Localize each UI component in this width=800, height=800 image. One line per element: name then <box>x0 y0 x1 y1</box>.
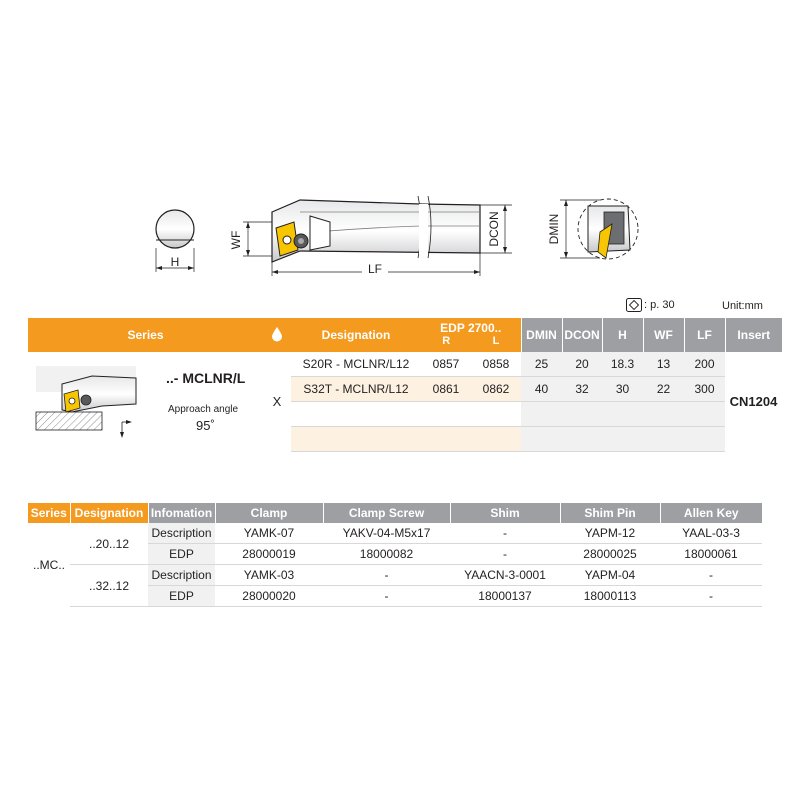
parts-hdr-shim: Shim <box>450 503 560 523</box>
hdr-edp-r: R <box>442 335 451 347</box>
parts-cell: - <box>323 565 450 586</box>
hdr-edp-l: L <box>492 335 500 347</box>
row1-lf: 200 <box>684 352 725 377</box>
dim-wf-label: WF <box>229 230 243 250</box>
tool-spec-header <box>28 318 782 352</box>
row2-edp-r: 0861 <box>421 377 471 402</box>
dim-dcon-label: DCON <box>487 211 501 247</box>
parts-cell: 18000113 <box>560 586 660 607</box>
row2-dmin: 40 <box>521 377 562 402</box>
parts-cell: YAACN-3-0001 <box>450 565 560 586</box>
series-cell <box>28 352 263 452</box>
dmin-view <box>547 199 638 259</box>
row1-dmin: 25 <box>521 352 562 377</box>
parts-info: EDP <box>148 586 215 607</box>
row2-edp-l: 0862 <box>471 377 521 402</box>
parts-hdr-clamp: Clamp <box>215 503 323 523</box>
hdr-h: H <box>602 318 643 352</box>
parts-cell: - <box>450 523 560 544</box>
coolant-drop-icon <box>271 326 283 342</box>
hdr-dcon: DCON <box>562 318 602 352</box>
row2-wf: 22 <box>643 377 684 402</box>
parts-cell: 18000061 <box>660 544 762 565</box>
insert-shape-icon <box>626 298 642 312</box>
hdr-edp-label: EDP 2700.. <box>440 321 502 335</box>
parts-series: ..MC.. <box>33 557 65 572</box>
row1-edp-l: 0858 <box>471 352 521 377</box>
parts-hdr-series: Series <box>28 503 70 523</box>
page-note: : p. 30 <box>644 299 675 311</box>
parts-cell: YAPM-12 <box>560 523 660 544</box>
parts-hdr-clamp-screw: Clamp Screw <box>323 503 450 523</box>
hdr-lf: LF <box>684 318 725 352</box>
row2-h: 30 <box>602 377 643 402</box>
row2-designation: S32T - MCLNR/L12 <box>291 377 421 402</box>
table-row <box>28 565 762 586</box>
parts-cell: 18000082 <box>323 544 450 565</box>
parts-cell: - <box>450 544 560 565</box>
end-view <box>156 210 194 272</box>
parts-cell: 28000020 <box>215 586 323 607</box>
table-row <box>28 352 782 377</box>
parts-hdr-shim-pin: Shim Pin <box>560 503 660 523</box>
parts-info: Description <box>148 523 215 544</box>
parts-cell: 28000025 <box>560 544 660 565</box>
row2-lf: 300 <box>684 377 725 402</box>
insert-page-ref <box>626 298 675 312</box>
parts-table <box>28 503 762 607</box>
hdr-designation: Designation <box>291 318 421 352</box>
parts-cell: - <box>660 565 762 586</box>
side-view <box>229 196 512 276</box>
hdr-coolant <box>263 318 291 352</box>
dim-dmin-label: DMIN <box>547 213 561 245</box>
parts-cell: YAMK-03 <box>215 565 323 586</box>
row1-dcon: 20 <box>562 352 602 377</box>
parts-designation-2: ..32..12 <box>70 565 148 607</box>
dim-lf-label: LF <box>367 262 383 276</box>
row2-dcon: 32 <box>562 377 602 402</box>
approach-angle-value: 95˚ <box>196 418 215 433</box>
parts-info: Description <box>148 565 215 586</box>
parts-cell: 18000137 <box>450 586 560 607</box>
parts-hdr-designation: Designation <box>70 503 148 523</box>
insert-value: CN1204 <box>725 352 782 452</box>
parts-designation-1: ..20..12 <box>70 523 148 565</box>
tool-spec-table <box>28 318 782 452</box>
unit-note: Unit:mm <box>722 300 763 312</box>
hdr-edp <box>421 318 521 352</box>
hdr-wf: WF <box>643 318 684 352</box>
hdr-series: Series <box>28 318 263 352</box>
parts-cell: YAAL-03-3 <box>660 523 762 544</box>
row1-wf: 13 <box>643 352 684 377</box>
parts-hdr-information: Infomation <box>148 503 215 523</box>
row1-designation: S20R - MCLNR/L12 <box>291 352 421 377</box>
series-illustration <box>32 364 142 444</box>
parts-hdr-allen-key: Allen Key <box>660 503 762 523</box>
parts-header <box>28 503 762 523</box>
coolant-x: X <box>263 352 291 452</box>
parts-cell: - <box>660 586 762 607</box>
row1-h: 18.3 <box>602 352 643 377</box>
approach-angle-label: Approach angle <box>168 404 239 415</box>
tool-drawing <box>0 0 800 300</box>
hdr-insert: Insert <box>725 318 782 352</box>
hdr-dmin: DMIN <box>521 318 562 352</box>
parts-cell: YAPM-04 <box>560 565 660 586</box>
parts-info: EDP <box>148 544 215 565</box>
row1-edp-r: 0857 <box>421 352 471 377</box>
dim-h-label: H <box>170 255 180 269</box>
parts-cell: YAKV-04-M5x17 <box>323 523 450 544</box>
parts-cell: YAMK-07 <box>215 523 323 544</box>
parts-cell: 28000019 <box>215 544 323 565</box>
series-name: ..- MCLNR/L <box>166 370 246 386</box>
parts-cell: - <box>323 586 450 607</box>
table-row <box>28 523 762 544</box>
